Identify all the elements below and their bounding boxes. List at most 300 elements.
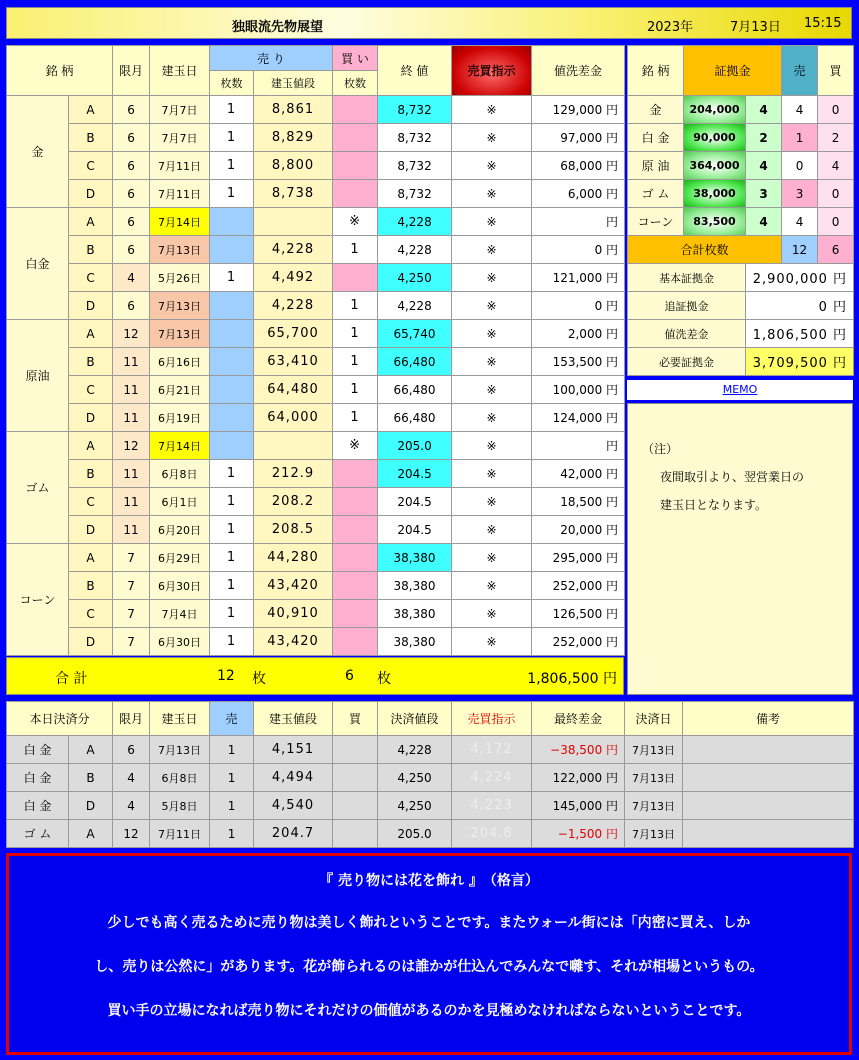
contract-code: A bbox=[69, 208, 113, 236]
margin-commodity: コーン bbox=[628, 208, 684, 236]
quote-line-2: し、売りは公然に」があります。花が飾られるのは誰かが仕込んでみんなで囃す、それが相場というもの。 bbox=[94, 959, 764, 975]
entry-price: 44,280 bbox=[254, 544, 333, 572]
signal-mark: ※ bbox=[452, 264, 532, 292]
position-row bbox=[7, 180, 625, 208]
contract-month: 11 bbox=[113, 460, 150, 488]
close-price: 8,732 bbox=[378, 96, 452, 124]
sell-qty: 1 bbox=[210, 180, 254, 208]
margin-buy: 2 bbox=[818, 124, 854, 152]
settle-entry-date: 7月11日 bbox=[150, 820, 210, 848]
entry-date: 7月13日 bbox=[150, 236, 210, 264]
signal-mark: ※ bbox=[452, 376, 532, 404]
contract-month: 11 bbox=[113, 404, 150, 432]
settle-entry-price: 4,540 bbox=[254, 792, 333, 820]
settle-header-title: 本日決済分 bbox=[7, 702, 113, 736]
date-label: 7月13日 bbox=[730, 20, 781, 35]
summary-label: 基本証拠金 bbox=[628, 264, 746, 292]
margin-row bbox=[628, 96, 854, 124]
year-label: 2023年 bbox=[647, 20, 694, 35]
close-price: 8,732 bbox=[378, 124, 452, 152]
settle-note bbox=[683, 792, 854, 820]
position-row bbox=[7, 208, 625, 236]
buy-qty bbox=[333, 96, 378, 124]
valuation-diff: 252,000 円 bbox=[532, 628, 625, 656]
settlement-row bbox=[7, 736, 854, 764]
title-bar bbox=[6, 7, 852, 39]
close-price: 38,380 bbox=[378, 600, 452, 628]
settle-header-settle-price: 決済値段 bbox=[378, 702, 452, 736]
memo-link[interactable]: MEMO bbox=[627, 380, 853, 400]
close-price: 204.5 bbox=[378, 516, 452, 544]
contract-month: 6 bbox=[113, 124, 150, 152]
margin-units: 4 bbox=[746, 152, 782, 180]
quote-line-3: 買い手の立場になれば売り物にそれだけの価値があるのかを見極めなければならないということです。 bbox=[107, 1003, 751, 1019]
contract-code: B bbox=[69, 572, 113, 600]
close-price: 38,380 bbox=[378, 628, 452, 656]
margin-total-label: 合計枚数 bbox=[628, 236, 782, 264]
position-row bbox=[7, 460, 625, 488]
memo-line-1: （注） bbox=[642, 442, 679, 456]
entry-date: 7月4日 bbox=[150, 600, 210, 628]
close-price: 4,228 bbox=[378, 236, 452, 264]
settle-price: 4,228 bbox=[378, 736, 452, 764]
settle-header-entry-date: 建玉日 bbox=[150, 702, 210, 736]
valuation-diff: 0 円 bbox=[532, 236, 625, 264]
entry-price: 64,000 bbox=[254, 404, 333, 432]
margin-buy: 0 bbox=[818, 96, 854, 124]
contract-month: 12 bbox=[113, 432, 150, 460]
total-buy-unit: 枚 bbox=[377, 671, 391, 687]
buy-qty bbox=[333, 516, 378, 544]
valuation-diff: 121,000 円 bbox=[532, 264, 625, 292]
signal-mark: ※ bbox=[452, 180, 532, 208]
contract-month: 11 bbox=[113, 516, 150, 544]
settle-entry-price: 4,151 bbox=[254, 736, 333, 764]
settle-header-sell: 売 bbox=[210, 702, 254, 736]
settle-price: 205.0 bbox=[378, 820, 452, 848]
settle-buy bbox=[333, 820, 378, 848]
close-price: 4,228 bbox=[378, 292, 452, 320]
contract-code: A bbox=[69, 96, 113, 124]
settle-sell: 1 bbox=[210, 736, 254, 764]
contract-code: B bbox=[69, 236, 113, 264]
buy-qty bbox=[333, 264, 378, 292]
entry-price: 65,700 bbox=[254, 320, 333, 348]
entry-date: 7月13日 bbox=[150, 292, 210, 320]
entry-price bbox=[254, 432, 333, 460]
sell-qty: 1 bbox=[210, 488, 254, 516]
sell-qty bbox=[210, 432, 254, 460]
header-brand: 銘 柄 bbox=[7, 46, 113, 96]
settle-month: 4 bbox=[113, 792, 150, 820]
sell-qty: 1 bbox=[210, 600, 254, 628]
settle-commodity: 白 金 bbox=[7, 764, 69, 792]
entry-date: 7月7日 bbox=[150, 96, 210, 124]
signal-mark: ※ bbox=[452, 208, 532, 236]
margin-sell: 0 bbox=[782, 152, 818, 180]
settle-code: A bbox=[69, 820, 113, 848]
buy-qty bbox=[333, 572, 378, 600]
entry-price: 43,420 bbox=[254, 572, 333, 600]
valuation-diff: 153,500 円 bbox=[532, 348, 625, 376]
sell-qty: 1 bbox=[210, 124, 254, 152]
valuation-diff: 円 bbox=[532, 432, 625, 460]
entry-price: 8,861 bbox=[254, 96, 333, 124]
entry-price: 4,228 bbox=[254, 236, 333, 264]
buy-qty bbox=[333, 152, 378, 180]
close-price: 66,480 bbox=[378, 376, 452, 404]
margin-units: 2 bbox=[746, 124, 782, 152]
entry-price: 212.9 bbox=[254, 460, 333, 488]
contract-month: 12 bbox=[113, 320, 150, 348]
contract-month: 6 bbox=[113, 208, 150, 236]
total-label: 合 計 bbox=[55, 671, 88, 687]
entry-price: 4,228 bbox=[254, 292, 333, 320]
summary-value: 1,806,500 円 bbox=[746, 320, 854, 348]
margin-header-buy: 買 bbox=[818, 46, 854, 96]
commodity-name: コーン bbox=[7, 544, 69, 656]
contract-code: B bbox=[69, 124, 113, 152]
settle-final-diff: 122,000 円 bbox=[532, 764, 625, 792]
header-buy: 買 い bbox=[333, 46, 378, 71]
entry-date: 7月14日 bbox=[150, 432, 210, 460]
entry-price: 40,910 bbox=[254, 600, 333, 628]
header-signal: 売買指示 bbox=[452, 46, 532, 96]
valuation-diff: 100,000 円 bbox=[532, 376, 625, 404]
signal-mark: ※ bbox=[452, 124, 532, 152]
close-price: 205.0 bbox=[378, 432, 452, 460]
contract-code: A bbox=[69, 320, 113, 348]
settle-header-final-diff: 最終差金 bbox=[532, 702, 625, 736]
commodity-name: ゴム bbox=[7, 432, 69, 544]
close-price: 8,732 bbox=[378, 152, 452, 180]
settle-sell: 1 bbox=[210, 764, 254, 792]
signal-mark: ※ bbox=[452, 152, 532, 180]
position-row bbox=[7, 628, 625, 656]
settle-code: B bbox=[69, 764, 113, 792]
settle-signal: 4,172 bbox=[452, 736, 532, 764]
header-month: 限月 bbox=[113, 46, 150, 96]
margin-buy: 4 bbox=[818, 152, 854, 180]
settle-note bbox=[683, 764, 854, 792]
margin-sell: 4 bbox=[782, 96, 818, 124]
contract-code: D bbox=[69, 628, 113, 656]
margin-total-buy: 6 bbox=[818, 236, 854, 264]
margin-header-margin: 証拠金 bbox=[684, 46, 782, 96]
entry-date: 6月1日 bbox=[150, 488, 210, 516]
position-row bbox=[7, 516, 625, 544]
margin-commodity: 原 油 bbox=[628, 152, 684, 180]
sell-qty: 1 bbox=[210, 516, 254, 544]
settle-signal: 204.8 bbox=[452, 820, 532, 848]
summary-label: 値洗差金 bbox=[628, 320, 746, 348]
summary-value: 2,900,000 円 bbox=[746, 264, 854, 292]
close-price: 38,380 bbox=[378, 544, 452, 572]
valuation-diff: 18,500 円 bbox=[532, 488, 625, 516]
settle-date: 7月13日 bbox=[625, 792, 683, 820]
settle-signal: 4,224 bbox=[452, 764, 532, 792]
contract-code: C bbox=[69, 376, 113, 404]
contract-code: D bbox=[69, 180, 113, 208]
buy-qty: 1 bbox=[333, 236, 378, 264]
settlement-row bbox=[7, 820, 854, 848]
settle-header-note: 備考 bbox=[683, 702, 854, 736]
entry-price: 4,492 bbox=[254, 264, 333, 292]
entry-price: 64,480 bbox=[254, 376, 333, 404]
position-row bbox=[7, 600, 625, 628]
settle-note bbox=[683, 736, 854, 764]
contract-month: 6 bbox=[113, 180, 150, 208]
settle-header-settle-date: 決済日 bbox=[625, 702, 683, 736]
buy-qty: 1 bbox=[333, 404, 378, 432]
settle-date: 7月13日 bbox=[625, 820, 683, 848]
settle-price: 4,250 bbox=[378, 792, 452, 820]
settle-buy bbox=[333, 764, 378, 792]
contract-code: D bbox=[69, 404, 113, 432]
time-label: 15:15 bbox=[804, 16, 842, 31]
margin-sell: 4 bbox=[782, 208, 818, 236]
total-buy-qty: 6 bbox=[345, 668, 354, 684]
entry-price: 208.2 bbox=[254, 488, 333, 516]
summary-label: 追証拠金 bbox=[628, 292, 746, 320]
signal-mark: ※ bbox=[452, 292, 532, 320]
entry-date: 7月7日 bbox=[150, 124, 210, 152]
margin-sell: 1 bbox=[782, 124, 818, 152]
quote-line-1: 少しでも高く売るために売り物は美しく飾れということです。またウォール街には「内密に買え、しか bbox=[107, 915, 751, 931]
entry-date: 7月11日 bbox=[150, 180, 210, 208]
settle-commodity: 白 金 bbox=[7, 736, 69, 764]
settle-date: 7月13日 bbox=[625, 764, 683, 792]
settle-entry-date: 5月8日 bbox=[150, 792, 210, 820]
close-price: 204.5 bbox=[378, 488, 452, 516]
contract-month: 11 bbox=[113, 348, 150, 376]
settlement-row bbox=[7, 792, 854, 820]
margin-buy: 0 bbox=[818, 208, 854, 236]
signal-mark: ※ bbox=[452, 96, 532, 124]
settle-signal: 4,223 bbox=[452, 792, 532, 820]
total-sell-qty: 12 bbox=[217, 668, 235, 684]
quote-box bbox=[6, 853, 852, 1055]
close-price: 4,228 bbox=[378, 208, 452, 236]
entry-price: 63,410 bbox=[254, 348, 333, 376]
contract-month: 7 bbox=[113, 544, 150, 572]
valuation-diff: 97,000 円 bbox=[532, 124, 625, 152]
margin-units: 3 bbox=[746, 180, 782, 208]
header-entry-date: 建玉日 bbox=[150, 46, 210, 96]
valuation-diff: 124,000 円 bbox=[532, 404, 625, 432]
margin-amount: 90,000 bbox=[684, 124, 746, 152]
valuation-diff: 円 bbox=[532, 208, 625, 236]
buy-qty bbox=[333, 628, 378, 656]
header-entry-price: 建玉値段 bbox=[254, 71, 333, 96]
position-row bbox=[7, 292, 625, 320]
margin-row bbox=[628, 152, 854, 180]
settle-buy bbox=[333, 792, 378, 820]
totals-bar bbox=[6, 657, 624, 695]
settlement-row bbox=[7, 764, 854, 792]
contract-code: C bbox=[69, 600, 113, 628]
entry-date: 6月19日 bbox=[150, 404, 210, 432]
margin-row bbox=[628, 180, 854, 208]
valuation-diff: 20,000 円 bbox=[532, 516, 625, 544]
memo-line-3: 建玉日となります。 bbox=[660, 498, 768, 512]
entry-date: 6月30日 bbox=[150, 572, 210, 600]
position-row bbox=[7, 348, 625, 376]
margin-total-sell: 12 bbox=[782, 236, 818, 264]
summary-label: 必要証拠金 bbox=[628, 348, 746, 376]
contract-code: B bbox=[69, 460, 113, 488]
sell-qty bbox=[210, 348, 254, 376]
contract-month: 7 bbox=[113, 600, 150, 628]
settle-final-diff: −38,500 円 bbox=[532, 736, 625, 764]
position-row bbox=[7, 124, 625, 152]
buy-qty bbox=[333, 124, 378, 152]
contract-code: D bbox=[69, 516, 113, 544]
buy-qty bbox=[333, 460, 378, 488]
signal-mark: ※ bbox=[452, 404, 532, 432]
header-close: 終 値 bbox=[378, 46, 452, 96]
position-row bbox=[7, 320, 625, 348]
entry-date: 7月11日 bbox=[150, 152, 210, 180]
entry-price bbox=[254, 208, 333, 236]
signal-mark: ※ bbox=[452, 320, 532, 348]
close-price: 66,480 bbox=[378, 348, 452, 376]
settle-month: 6 bbox=[113, 736, 150, 764]
settle-sell: 1 bbox=[210, 792, 254, 820]
settle-final-diff: 145,000 円 bbox=[532, 792, 625, 820]
margin-units: 4 bbox=[746, 208, 782, 236]
valuation-diff: 129,000 円 bbox=[532, 96, 625, 124]
entry-price: 8,829 bbox=[254, 124, 333, 152]
signal-mark: ※ bbox=[452, 432, 532, 460]
settle-commodity: 白 金 bbox=[7, 792, 69, 820]
contract-month: 6 bbox=[113, 236, 150, 264]
settle-header-signal: 売買指示 bbox=[452, 702, 532, 736]
contract-code: A bbox=[69, 432, 113, 460]
settle-header-month: 限月 bbox=[113, 702, 150, 736]
contract-month: 7 bbox=[113, 628, 150, 656]
position-row bbox=[7, 572, 625, 600]
sell-qty: 1 bbox=[210, 572, 254, 600]
margin-amount: 83,500 bbox=[684, 208, 746, 236]
buy-qty: 1 bbox=[333, 292, 378, 320]
close-price: 65,740 bbox=[378, 320, 452, 348]
header-sell: 売 り bbox=[210, 46, 333, 71]
close-price: 204.5 bbox=[378, 460, 452, 488]
positions-table bbox=[6, 45, 625, 656]
memo-panel bbox=[627, 403, 853, 695]
signal-mark: ※ bbox=[452, 460, 532, 488]
valuation-diff: 0 円 bbox=[532, 292, 625, 320]
entry-date: 6月8日 bbox=[150, 460, 210, 488]
buy-qty: ※ bbox=[333, 432, 378, 460]
contract-month: 11 bbox=[113, 488, 150, 516]
settle-date: 7月13日 bbox=[625, 736, 683, 764]
settle-code: A bbox=[69, 736, 113, 764]
valuation-diff: 2,000 円 bbox=[532, 320, 625, 348]
margin-commodity: 金 bbox=[628, 96, 684, 124]
sell-qty bbox=[210, 292, 254, 320]
contract-code: D bbox=[69, 292, 113, 320]
sell-qty bbox=[210, 208, 254, 236]
contract-month: 6 bbox=[113, 96, 150, 124]
valuation-diff: 295,000 円 bbox=[532, 544, 625, 572]
position-row bbox=[7, 96, 625, 124]
entry-date: 6月29日 bbox=[150, 544, 210, 572]
position-row bbox=[7, 544, 625, 572]
margin-row bbox=[628, 208, 854, 236]
entry-price: 208.5 bbox=[254, 516, 333, 544]
position-row bbox=[7, 404, 625, 432]
sell-qty: 1 bbox=[210, 544, 254, 572]
sell-qty: 1 bbox=[210, 96, 254, 124]
signal-mark: ※ bbox=[452, 236, 532, 264]
contract-month: 7 bbox=[113, 572, 150, 600]
commodity-name: 白金 bbox=[7, 208, 69, 320]
entry-date: 7月14日 bbox=[150, 208, 210, 236]
margin-header-brand: 銘 柄 bbox=[628, 46, 684, 96]
contract-month: 6 bbox=[113, 292, 150, 320]
buy-qty: 1 bbox=[333, 348, 378, 376]
valuation-diff: 126,500 円 bbox=[532, 600, 625, 628]
entry-price: 8,738 bbox=[254, 180, 333, 208]
margin-header-sell: 売 bbox=[782, 46, 818, 96]
entry-date: 6月30日 bbox=[150, 628, 210, 656]
contract-code: C bbox=[69, 264, 113, 292]
contract-month: 6 bbox=[113, 152, 150, 180]
margin-amount: 364,000 bbox=[684, 152, 746, 180]
settle-month: 12 bbox=[113, 820, 150, 848]
position-row bbox=[7, 264, 625, 292]
entry-date: 6月16日 bbox=[150, 348, 210, 376]
buy-qty bbox=[333, 600, 378, 628]
margin-units: 4 bbox=[746, 96, 782, 124]
position-row bbox=[7, 432, 625, 460]
sell-qty: 1 bbox=[210, 628, 254, 656]
sell-qty bbox=[210, 236, 254, 264]
entry-date: 7月13日 bbox=[150, 320, 210, 348]
signal-mark: ※ bbox=[452, 628, 532, 656]
memo-line-2: 夜間取引より、翌営業日の bbox=[660, 470, 805, 484]
contract-code: C bbox=[69, 488, 113, 516]
buy-qty bbox=[333, 180, 378, 208]
sell-qty bbox=[210, 320, 254, 348]
header-diff: 値洗差金 bbox=[532, 46, 625, 96]
settle-header-buy: 買 bbox=[333, 702, 378, 736]
sell-qty bbox=[210, 404, 254, 432]
position-row bbox=[7, 236, 625, 264]
settle-buy bbox=[333, 736, 378, 764]
quote-title: 『 売り物には花を飾れ 』 （格言） bbox=[319, 873, 539, 889]
settle-entry-date: 7月13日 bbox=[150, 736, 210, 764]
margin-sell: 3 bbox=[782, 180, 818, 208]
position-row bbox=[7, 488, 625, 516]
buy-qty bbox=[333, 544, 378, 572]
margin-commodity: 白 金 bbox=[628, 124, 684, 152]
margin-commodity: ゴ ム bbox=[628, 180, 684, 208]
margin-amount: 38,000 bbox=[684, 180, 746, 208]
signal-mark: ※ bbox=[452, 544, 532, 572]
total-diff: 1,806,500 円 bbox=[527, 671, 617, 687]
signal-mark: ※ bbox=[452, 348, 532, 376]
settle-price: 4,250 bbox=[378, 764, 452, 792]
close-price: 8,732 bbox=[378, 180, 452, 208]
entry-price: 8,800 bbox=[254, 152, 333, 180]
valuation-diff: 6,000 円 bbox=[532, 180, 625, 208]
settle-header-entry-price: 建玉値段 bbox=[254, 702, 333, 736]
contract-code: B bbox=[69, 348, 113, 376]
contract-month: 4 bbox=[113, 264, 150, 292]
